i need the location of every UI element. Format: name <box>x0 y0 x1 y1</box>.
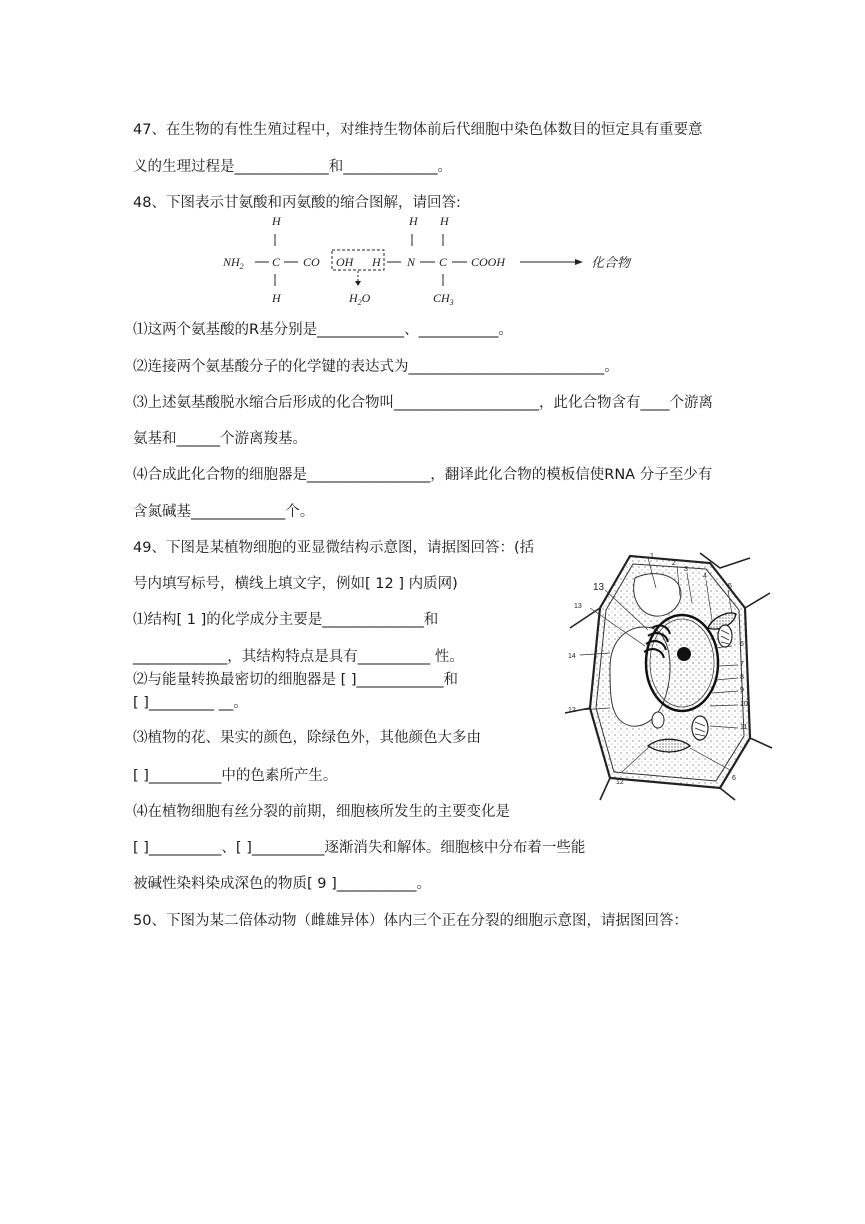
figure-label-9: 9 <box>740 687 744 694</box>
figure-label-13: 13 <box>593 582 605 593</box>
q47-line2: 义的生理过程是_____________和_____________。 <box>133 159 452 175</box>
q49-line2: 号内填写标号，横线上填文字，例如[ 12 ] 内质网) <box>133 576 458 592</box>
formula-oh: OH <box>336 255 354 269</box>
figure-label-4: 4 <box>703 573 707 580</box>
formula-co: CO <box>303 255 320 269</box>
q49-sub1-line1: ⑴结构[ 1 ]的化学成分主要是______________和 <box>133 612 439 628</box>
q47-line1: 47、在生物的有性生殖过程中，对维持生物体前后代细胞中染色体数目的恒定具有重要意 <box>133 122 703 138</box>
formula-n: N <box>407 255 416 269</box>
formula-h2o: H <box>349 291 358 305</box>
plant-cell-diagram <box>560 548 775 803</box>
dipeptide-formula <box>215 210 655 310</box>
figure-label-6-bottom: 6 <box>732 775 736 782</box>
q49-sub4-line1: ⑷在植物细胞有丝分裂的前期，细胞核所发生的主要变化是 <box>133 804 510 820</box>
q48-sub2: ⑵连接两个氨基酸分子的化学键的表达式为___________________________。 <box>133 359 619 375</box>
figure-label-11: 11 <box>740 724 748 731</box>
formula-h-top-3: H <box>440 214 449 228</box>
q50-line1: 50、下图为某二倍体动物（雌雄异体）体内三个正在分裂的细胞示意图，请据图回答： <box>133 913 688 929</box>
q49-sub4-line3: 被碱性染料染成深色的物质[ 9 ]___________。 <box>133 876 432 892</box>
svg-text:NH2: $NH_2$ <box>223 255 244 271</box>
svg-text:H2O: $H_2O$ <box>349 291 371 307</box>
formula-ch3: CH <box>433 291 450 305</box>
formula-h-top-2: H <box>409 214 418 228</box>
svg-text:CH3: $CH_3$ <box>433 291 454 307</box>
q48-sub3-line2: 氨基和______个游离羧基。 <box>133 431 307 447</box>
q49-sub4-line2: [ ]__________、[ ]__________逐渐消失和解体。细胞核中分布着一些能 <box>133 840 586 856</box>
q49-sub1-line2: _____________，其结构特点是具有__________ 性。 <box>133 649 464 665</box>
q48-intro: 48、下图表示甘氨酸和丙氨酸的缩合图解，请回答: <box>133 195 461 211</box>
formula-c2: C <box>439 255 448 269</box>
q48-sub1: ⑴这两个氨基酸的R基分别是____________、___________。 <box>133 322 513 338</box>
figure-label-2: 2 <box>672 560 676 567</box>
q48-sub4-line2: 含氮碱基_____________个。 <box>133 504 315 520</box>
formula-product: 化合物 <box>591 255 631 270</box>
q49-sub2-line1: ⑵与能量转换最密切的细胞器是 [ ]____________和 <box>133 672 459 688</box>
figure-label-12: 12 <box>616 779 624 786</box>
figure-label-12-left: 12 <box>568 707 576 714</box>
figure-label-3: 3 <box>684 566 688 573</box>
q49-sub3-line2: [ ]__________中的色素所产生。 <box>133 768 338 784</box>
figure-label-13-small: 13 <box>574 603 582 610</box>
q49-line1: 49、下图是某植物细胞的亚显微结构示意图，请据图回答：(括 <box>133 540 535 556</box>
q49-sub3-line1: ⑶植物的花、果实的颜色，除绿色外，其他颜色大多由 <box>133 730 481 746</box>
formula-h-box: H <box>372 255 381 269</box>
figure-label-14: 14 <box>568 653 576 660</box>
figure-label-1: 1 <box>650 553 654 560</box>
figure-label-5: 5 <box>728 583 732 590</box>
formula-h-bottom: H <box>272 291 281 305</box>
figure-label-10: 10 <box>740 701 748 708</box>
figure-label-6: 6 <box>740 641 744 648</box>
formula-h-top-1: H <box>272 214 281 228</box>
q48-sub3-line1: ⑶上述氨基酸脱水缩合后形成的化合物叫____________________，此化合物含有____个游离 <box>133 395 713 411</box>
q48-sub4-line1: ⑷合成此化合物的细胞器是_________________，翻译此化合物的模板信使RNA 分子至少有 <box>133 467 713 483</box>
q49-sub2-line2: [ ]_________ __。 <box>133 695 248 711</box>
formula-c1: C <box>272 255 281 269</box>
formula-nh2: NH <box>223 255 240 269</box>
figure-label-7: 7 <box>740 661 744 668</box>
figure-label-8: 8 <box>740 674 744 681</box>
formula-cooh: COOH <box>471 255 506 269</box>
